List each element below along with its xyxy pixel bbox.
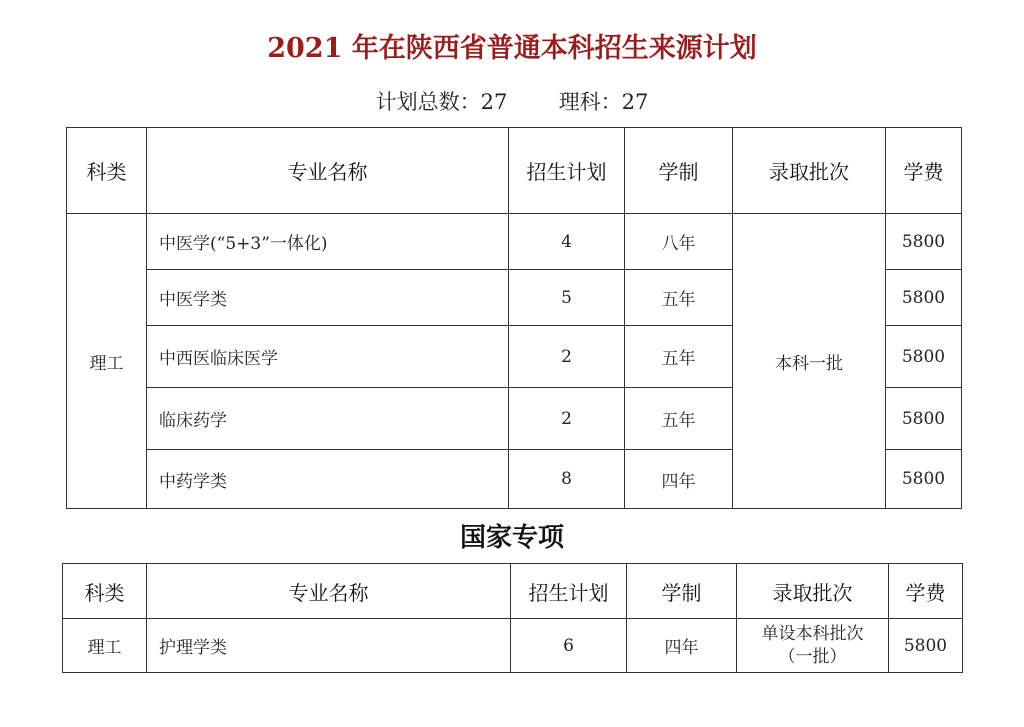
fee-cell: 5800 (889, 619, 963, 673)
total-plan-count: 计划总数：27 (375, 90, 508, 114)
header-fee: 学费 (886, 128, 962, 214)
plan-summary (0, 86, 1024, 116)
header-duration: 学制 (627, 564, 737, 619)
table-header-row (67, 128, 962, 214)
plan-cell: 4 (509, 214, 625, 270)
header-plan: 招生计划 (511, 564, 627, 619)
fee-cell: 5800 (886, 326, 962, 388)
major-cell: 临床药学 (147, 388, 509, 450)
duration-cell: 五年 (625, 270, 733, 326)
major-cell: 护理学类 (147, 619, 511, 673)
duration-cell: 五年 (625, 388, 733, 450)
batch-cell (737, 619, 889, 673)
special-plan-table (62, 563, 963, 673)
header-batch: 录取批次 (737, 564, 889, 619)
header-fee: 学费 (889, 564, 963, 619)
fee-cell: 5800 (886, 270, 962, 326)
special-plan-title: 国家专项 (459, 523, 564, 553)
duration-cell: 四年 (625, 450, 733, 509)
table-row (63, 619, 963, 673)
header-category: 科类 (67, 128, 147, 214)
fee-cell: 5800 (886, 388, 962, 450)
enrollment-plan-table (66, 127, 962, 509)
header-major: 专业名称 (147, 128, 509, 214)
major-cell: 中医学类 (147, 270, 509, 326)
category-cell: 理工 (67, 214, 147, 509)
header-plan: 招生计划 (509, 128, 625, 214)
header-category: 科类 (63, 564, 147, 619)
header-major: 专业名称 (147, 564, 511, 619)
major-cell: 中医学(“5+3”一体化) (147, 214, 509, 270)
major-cell: 中药学类 (147, 450, 509, 509)
science-plan-count: 理科：27 (558, 90, 649, 114)
page-title: 2021 年在陕西省普通本科招生来源计划 (267, 33, 757, 64)
category-cell: 理工 (63, 619, 147, 673)
major-cell: 中西医临床医学 (147, 326, 509, 388)
header-duration: 学制 (625, 128, 733, 214)
duration-cell: 四年 (627, 619, 737, 673)
plan-cell: 5 (509, 270, 625, 326)
table-header-row (63, 564, 963, 619)
batch-line-1: 单设本科批次 (761, 623, 864, 644)
fee-cell: 5800 (886, 450, 962, 509)
plan-cell: 8 (509, 450, 625, 509)
plan-cell: 2 (509, 388, 625, 450)
batch-line-2: （一批） (778, 646, 847, 667)
table-row (67, 214, 962, 270)
plan-cell: 6 (511, 619, 627, 673)
duration-cell: 五年 (625, 326, 733, 388)
fee-cell: 5800 (886, 214, 962, 270)
plan-cell: 2 (509, 326, 625, 388)
duration-cell: 八年 (625, 214, 733, 270)
batch-cell: 本科一批 (733, 214, 886, 509)
header-batch: 录取批次 (733, 128, 886, 214)
